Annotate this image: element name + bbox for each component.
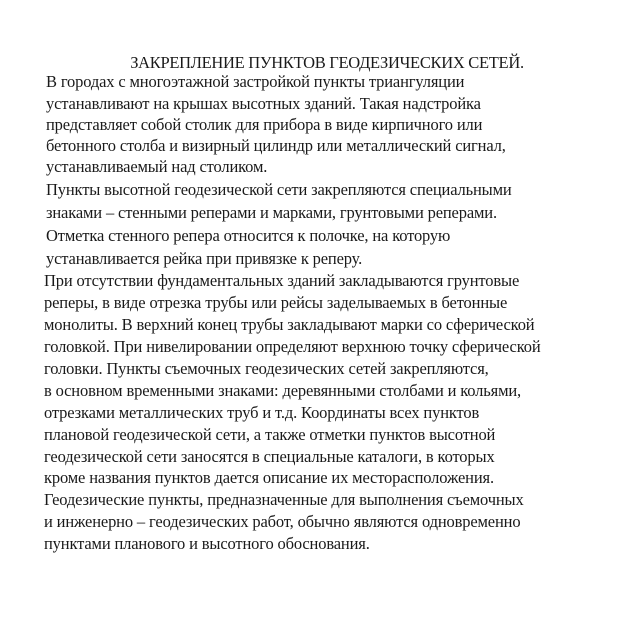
text-line: знаками – стенными реперами и марками, грунтовыми реперами.: [46, 203, 497, 222]
text-line: Пункты высотной геодезической сети закрепляются специальными: [46, 180, 512, 199]
text-line: пунктами планового и высотного обоснования.: [44, 534, 370, 553]
text-line: отрезками металлических труб и т.д. Координаты всех пунктов: [44, 403, 480, 422]
text-line: При отсутствии фундаментальных зданий закладываются грунтовые: [44, 271, 520, 290]
text-line: головкой. При нивелировании определяют верхнюю точку сферической: [44, 337, 541, 356]
text-line: Геодезические пункты, предназначенные для выполнения съемочных: [44, 490, 524, 509]
text-line: в основном временными знаками: деревянными столбами и кольями,: [44, 381, 522, 400]
text-line: представляет собой столик для прибора в виде кирпичного или: [46, 115, 483, 134]
text-line: и инженерно – геодезических работ, обычно являются одновременно: [44, 512, 521, 531]
text-line: устанавливают на крышах высотных зданий. Такая надстройка: [46, 94, 481, 113]
text-line: монолиты. В верхний конец трубы закладывают марки со сферической: [44, 315, 535, 334]
text-line: устанавливаемый над столиком.: [46, 157, 268, 176]
text-line: геодезической сети заносятся в специальные каталоги, в которых: [44, 447, 495, 466]
document-title: ЗАКРЕПЛЕНИЕ ПУНКТОВ ГЕОДЕЗИЧЕСКИХ СЕТЕЙ.: [130, 53, 524, 72]
text-line: кроме названия пунктов дается описание их месторасположения.: [44, 468, 494, 487]
text-line: устанавливается рейка при привязке к реперу.: [46, 249, 363, 268]
text-line: головки. Пункты съемочных геодезических сетей закрепляются,: [44, 359, 489, 378]
text-line: плановой геодезической сети, а также отметки пунктов высотной: [44, 425, 496, 444]
text-line: В городах с многоэтажной застройкой пункты триангуляции: [46, 72, 465, 91]
text-line: реперы, в виде отрезка трубы или рейсы заделываемых в бетонные: [44, 293, 508, 312]
text-line: бетонного столба и визирный цилиндр или металлический сигнал,: [46, 136, 506, 155]
text-line: Отметка стенного репера относится к полочке, на которую: [46, 226, 451, 245]
